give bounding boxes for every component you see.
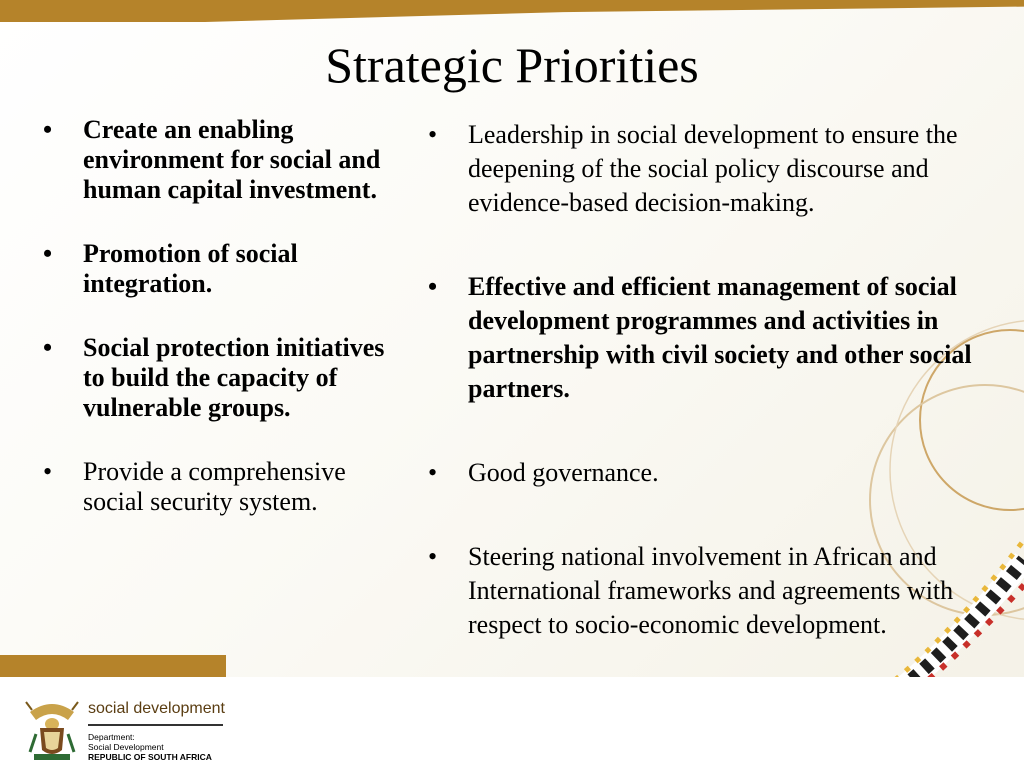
list-item [428, 540, 983, 642]
coat-of-arms-icon [22, 694, 82, 764]
left-bullet-list [43, 115, 403, 517]
list-item [43, 457, 403, 517]
bottom-accent-bar [0, 655, 226, 677]
bullet-icon: • [43, 333, 53, 362]
dept-line: Department: [88, 732, 135, 742]
department-label [88, 732, 212, 762]
list-item [428, 118, 983, 220]
bullet-icon: • [428, 272, 438, 301]
list-item-text: Create an enabling environment for social and human capital investment. [83, 115, 381, 204]
bullet-icon: • [43, 239, 53, 268]
list-item-text: Social protection initiatives to build the capacity of vulnerable groups. [83, 333, 385, 422]
bullet-icon: • [428, 120, 438, 149]
list-item-text: Steering national involvement in African and International frameworks and agreements with respect to socio-economic development. [468, 542, 954, 639]
top-accent-bar [0, 0, 1024, 22]
dept-line: REPUBLIC OF SOUTH AFRICA [88, 752, 212, 762]
brand-name: social development [88, 700, 225, 717]
bullet-icon: • [428, 458, 438, 487]
dept-line: Social Development [88, 742, 164, 752]
bullet-icon: • [43, 457, 53, 486]
list-item-text: Provide a comprehensive social security system. [83, 457, 346, 516]
brand-divider [88, 724, 223, 726]
list-item-text: Leadership in social development to ensure the deepening of the social policy discourse and evidence-based decision-making. [468, 120, 958, 217]
list-item [43, 333, 403, 423]
bullet-icon: • [428, 542, 438, 571]
list-item-text: Effective and efficient management of social development programmes and activities in partnership with civil society and other social partners. [468, 272, 972, 403]
list-item [43, 239, 403, 299]
list-item-text: Good governance. [468, 458, 659, 487]
right-bullet-list [428, 118, 983, 642]
list-item [43, 115, 403, 205]
list-item-text: Promotion of social integration. [83, 239, 298, 298]
bullet-icon: • [43, 115, 53, 144]
slide-title: Strategic Priorities [325, 37, 699, 93]
list-item [428, 456, 983, 490]
list-item [428, 270, 983, 406]
